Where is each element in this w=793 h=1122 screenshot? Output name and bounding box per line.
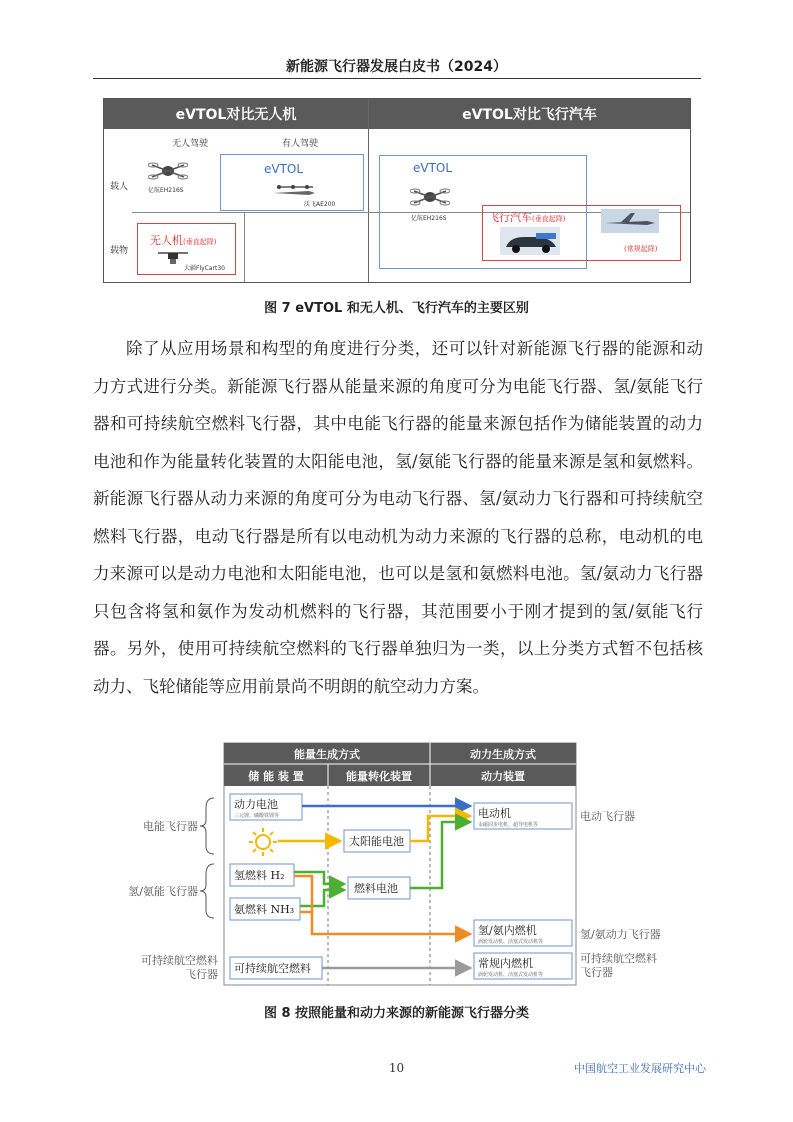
battery-label: 动力电池 [234, 798, 278, 811]
fig7-right-title: eVTOL对比飞行汽车 [369, 99, 690, 129]
conv-engine-sub: 涡轮发动机、活塞式发动机等 [478, 972, 544, 978]
row-passenger: 载人 [110, 182, 129, 192]
arrow-nh3-fuelcell [300, 890, 344, 906]
fuel-cell-label: 燃料电池 [354, 882, 398, 895]
drone-label-text: 无人机 [150, 234, 183, 247]
conventional-flying-car-image [601, 209, 659, 233]
right-electric: 电动飞行器 [580, 810, 635, 823]
motor-label: 电动机 [478, 807, 511, 820]
evtol-label-right: eVTOL [413, 161, 453, 175]
motor-sub: 永磁同步电机、超导电机等 [478, 822, 539, 828]
figure-8-caption: 图 8 按照能量和动力来源的新能源飞行器分类 [263, 1006, 530, 1021]
sun-icon [249, 828, 277, 856]
solar-cell-label: 太阳能电池 [349, 835, 404, 848]
figure-7 [103, 98, 691, 283]
body-paragraph [93, 330, 703, 705]
fig7-left-title: eVTOL对比无人机 [104, 99, 368, 129]
aerofugia-model: 沃飞AE200 [304, 201, 336, 208]
right-saf-2: 飞行器 [580, 966, 613, 979]
right-hydrogen: 氢/氨动力飞行器 [580, 928, 661, 941]
sub-storage: 储 能 装 置 [248, 770, 304, 783]
flying-car-label-text: 飞行汽车 [488, 211, 532, 224]
conventional-sub: (常规起降) [624, 245, 658, 253]
nh3-label: 氨燃料 NH₃ [234, 903, 295, 916]
battery-sub: 三元锂、磷酸铁锂等 [234, 813, 280, 819]
conv-engine-label: 常规内燃机 [478, 957, 533, 970]
h2-label: 氢燃料 H₂ [234, 869, 285, 882]
h-engine-sub: 涡轮发动机、活塞式发动机等 [478, 939, 544, 945]
header-energy: 能量生成方式 [294, 748, 360, 761]
drone-label-sub: (垂直起降) [183, 238, 217, 246]
col-manned: 有人驾驶 [282, 139, 319, 149]
fig7-divider [368, 99, 369, 282]
ehang-model-left: 亿航EH216S [148, 187, 184, 194]
brace-electric [200, 798, 214, 854]
row-cargo: 载物 [110, 246, 129, 256]
fig7-col-divider [244, 212, 245, 282]
brace-hydrogen [200, 864, 214, 918]
saf-label: 可持续航空燃料 [234, 962, 311, 975]
figure-7-caption: 图 7 eVTOL 和无人机、飞行汽车的主要区别 [264, 301, 529, 316]
ehang-model-right: 亿航EH216S [411, 215, 447, 222]
left-saf-1: 可持续航空燃料 [141, 954, 218, 967]
ehang-drone-icon [148, 157, 188, 183]
left-saf-2: 飞行器 [185, 968, 218, 981]
page-header-title: 新能源飞行器发展白皮书（2024） [286, 59, 507, 75]
arrow-fuelcell-motor [410, 822, 470, 888]
figure-8 [128, 742, 673, 992]
arrow-h2-fuelcell [294, 872, 344, 884]
left-hydrogen: 氢/氨能飞行器 [128, 885, 198, 898]
header-power: 动力生成方式 [470, 748, 536, 761]
right-saf-1: 可持续航空燃料 [580, 952, 657, 965]
arrow-solar-motor [410, 816, 470, 841]
body-paragraph-text: 除了从应用场景和构型的角度进行分类，还可以针对新能源飞行器的能源和动力方式进行分类。新能源飞行器从能量来源的角度可分为电能飞行器、氢/氨能飞行器和可持续航空燃料飞行器，其中电能飞行器的能量来源包括作为储能装置的动力电池和作为能量转化装置的太阳能电池，氢/氨能飞行器的能量来源是氢和氨燃料。新能源飞行器从动力来源的角度可分为电动飞行器、氢/氨动力飞行器和可持续航空燃料飞行器，电动飞行器是所有以电动机为动力来源的飞行器的总称，电动机的电力来源可以是动力电池和太阳能电池，也可以是氢和氨燃料电池。氢/氨动力飞行器只包含将氢和氨作为发动机燃料的飞行器，其范围要小于刚才提到的氢/氨能飞行器。另外，使用可持续航空燃料的飞行器单独归为一类，以上分类方式暂不包括核动力、飞轮储能等应用前景尚不明朗的航空动力方案。 [93, 339, 703, 696]
flying-car-label [488, 209, 565, 225]
sub-power-device: 动力装置 [481, 770, 525, 783]
sub-conversion: 能量转化装置 [346, 770, 412, 783]
aerofugia-aircraft-icon [269, 181, 319, 201]
footer-org: 中国航空工业发展研究中心 [574, 1062, 706, 1075]
h-engine-label: 氢/氨内燃机 [478, 924, 537, 937]
drone-label [150, 232, 216, 248]
page-number: 10 [388, 1061, 405, 1075]
left-electric: 电能飞行器 [143, 820, 198, 833]
evtol-label-left: eVTOL [264, 162, 304, 176]
header-divider [93, 78, 701, 79]
ehang-drone-icon-right [410, 183, 450, 209]
flying-car-label-sub: (垂直起降) [532, 215, 566, 223]
col-unmanned: 无人驾驶 [172, 139, 209, 149]
flying-car-image [500, 227, 560, 255]
dji-model: 大疆FlyCart30 [184, 265, 225, 272]
